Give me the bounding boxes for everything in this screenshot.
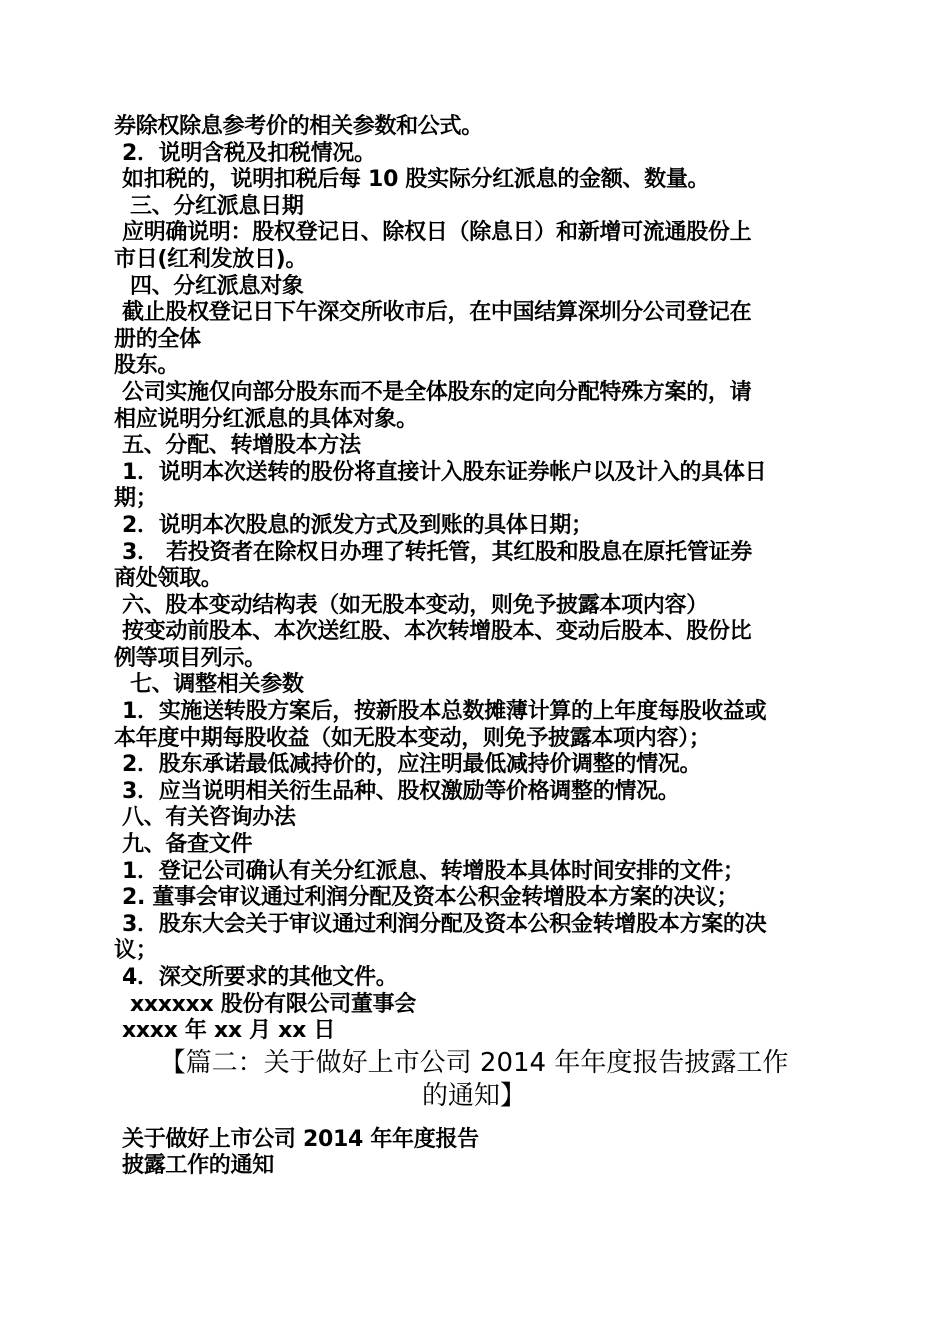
text-line: 券除权除息参考价的相关参数和公式。: [114, 114, 483, 139]
text-line: 2. 董事会审议通过利润分配及资本公积金转增股本方案的决议；: [122, 885, 739, 911]
text-line: 2．股东承诺最低减持价的，应注明最低减持价调整的情况。: [122, 752, 702, 778]
text-line: 市日(红利发放日)。: [114, 246, 308, 272]
signature-date: xxxx 年 xx 月 xx 日: [122, 1018, 336, 1044]
notice-subtitle-line-2: 披露工作的通知: [122, 1153, 274, 1179]
signature-company: xxxxxx 股份有限公司董事会: [130, 991, 417, 1017]
text-line: 1．实施送转股方案后，按新股本总数摊薄计算的上年度每股收益或: [122, 699, 767, 725]
text-line: 应明确说明：股权登记日、除权日（除息日）和新增可流通股份上: [122, 220, 752, 246]
text-line: 议；: [114, 938, 158, 964]
section-title: [114, 1047, 834, 1113]
text-line: 2．说明本次股息的派发方式及到账的具体日期；: [122, 512, 593, 538]
text-line: 4．深交所要求的其他文件。: [122, 965, 398, 990]
section-heading: 六、股本变动结构表（如无股本变动，则免予披露本项内容）: [122, 592, 708, 618]
document-body: [114, 114, 834, 1180]
text-line: 3．应当说明相关衍生品种、股权激励等价格调整的情况。: [122, 778, 680, 804]
text-line: 1．登记公司确认有关分红派息、转增股本具体时间安排的文件；: [122, 858, 745, 884]
text-line: 3． 若投资者在除权日办理了转托管，其红股和股息在原托管证券: [122, 539, 752, 565]
text-line: 3．股东大会关于审议通过利润分配及资本公积金转增股本方案的决: [122, 911, 767, 937]
text-line: 本年度中期每股收益（如无股本变动，则免予披露本项内容）；: [114, 725, 711, 751]
text-line: 如扣税的，说明扣税后每 10 股实际分红派息的金额、数量。: [122, 167, 710, 193]
text-line: 商处领取。: [114, 566, 223, 592]
section-heading: 三、分红派息日期: [130, 193, 304, 219]
section-heading: 九、备查文件: [122, 832, 253, 858]
section-heading: 八、有关咨询办法: [122, 805, 296, 831]
section-title-line-2: 的通知】: [421, 1080, 526, 1111]
text-line: 1．说明本次送转的股份将直接计入股东证券帐户以及计入的具体日: [122, 459, 767, 485]
text-line: 2．说明含税及扣税情况。: [122, 140, 376, 166]
text-line: 期；: [114, 486, 158, 512]
notice-subtitle: [114, 1127, 834, 1180]
text-line: 截止股权登记日下午深交所收市后，在中国结算深圳分公司登记在: [122, 300, 752, 326]
text-line: 股东。: [114, 353, 180, 379]
text-line: 相应说明分红派息的具体对象。: [114, 406, 418, 432]
text-line: 公司实施仅向部分股东而不是全体股东的定向分配特殊方案的，请: [122, 379, 752, 405]
notice-subtitle-line-1: 关于做好上市公司 2014 年年度报告: [122, 1126, 479, 1152]
section-heading: 四、分红派息对象: [130, 273, 304, 299]
text-line: 例等项目列示。: [114, 645, 266, 671]
section-heading: 五、分配、转增股本方法: [122, 433, 361, 459]
text-line: 册的全体: [114, 326, 201, 352]
section-heading: 七、调整相关参数: [130, 672, 304, 698]
text-line: 按变动前股本、本次送红股、本次转增股本、变动后股本、股份比: [122, 619, 752, 645]
section-title-line-1: 【篇二：关于做好上市公司 2014 年年度报告披露工作: [159, 1047, 789, 1078]
